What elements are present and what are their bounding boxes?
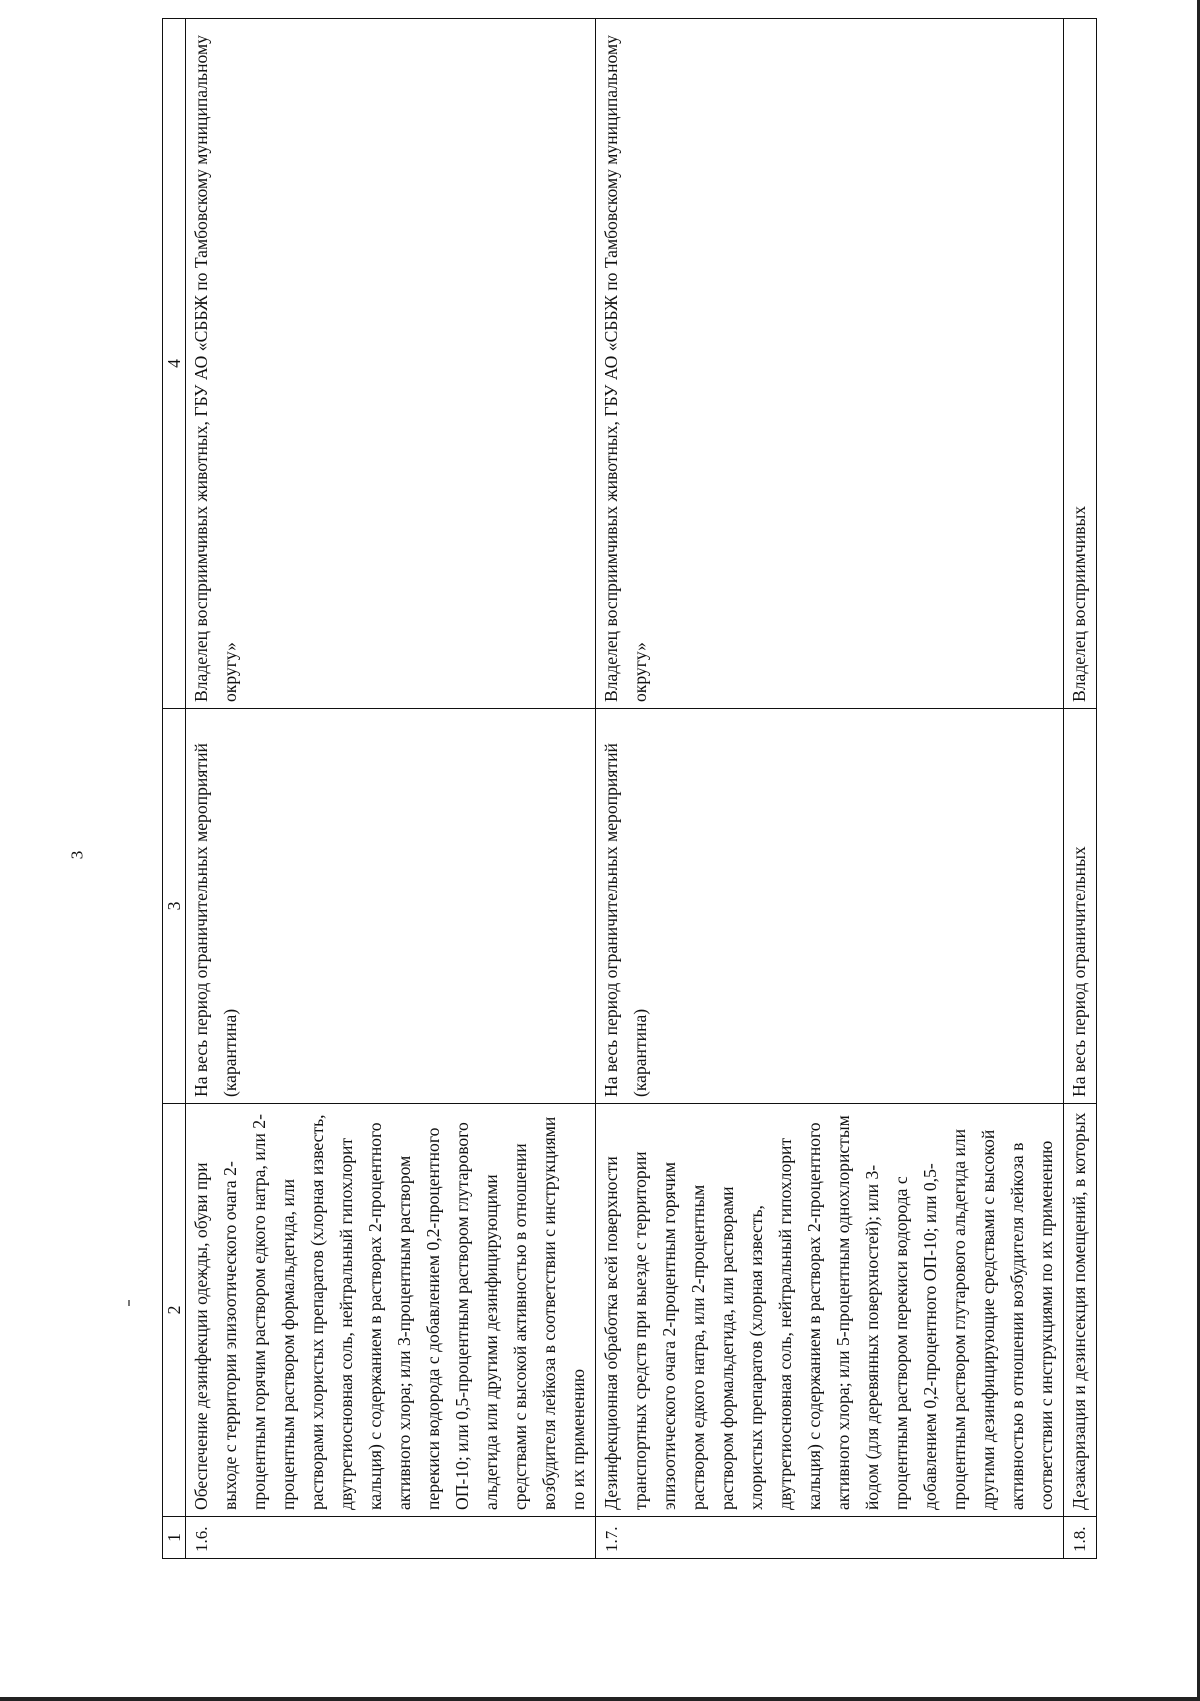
measure-cell: Дезинфекционная обработка всей поверхности транспортных средств при выезде с территории эпизоотического очага 2-процентным горячим раствором едкого натра, или 2-процентным раствором формальдегида, или растворами хлористых препаратов (хлорная известь, двутретиосновная соль, нейтральный гипохлорит кальция) с содержанием в растворах 2-процентного активного хлора; или 5-процентным однохлористым йодом (для деревянных поверхностей); или 3-процентным раствором перекиси водорода с добавлением 0,2-процентного ОП-10; или 0,5-процентным раствором глутарового альдегида или другими дезинфицирующие средствами с высокой активностью в отношении возбудителя лейкоза в соответствии с инструкциями по их применению [596, 1104, 1064, 1517]
term-cell: На весь период ограничительных мероприятий (карантина) [596, 709, 1064, 1104]
column-header: 2 [163, 1104, 186, 1517]
measures-table-rotated [162, 19, 1089, 1559]
row-number: 1.7. [596, 1517, 1064, 1559]
measures-table [162, 18, 1097, 1559]
table-row [596, 19, 1064, 1559]
responsible-cell: Владелец восприимчивых животных, ГБУ АО «СББЖ по Тамбовскому муниципальному округу» [596, 19, 1064, 709]
scan-edge [0, 1697, 1200, 1701]
page-number: 3 [67, 850, 87, 860]
header-row [163, 19, 186, 1559]
responsible-cell: Владелец восприимчивых [1064, 19, 1097, 709]
column-header: 3 [163, 709, 186, 1104]
responsible-cell: Владелец восприимчивых животных, ГБУ АО «СББЖ по Тамбовскому муниципальному округу» [186, 19, 596, 709]
table-row [1064, 19, 1097, 1559]
term-cell: На весь период ограничительных [1064, 709, 1097, 1104]
measure-cell: Обеспечение дезинфекции одежды, обуви при выходе с территории эпизоотического очага 2-процентным горячим раствором едкого натра, или 2-процентным раствором формальдегида, или растворами хлористых препаратов (хлорная известь, двутретиосновная соль, нейтральный гипохлорит кальция) с содержанием в растворах 2-процентного активного хлора; или 3-процентным раствором перекиси водорода с добавлением 0,2-процентного ОП-10; или 0,5-процентным раствором глутарового альдегида или другими дезинфицирующими средствами с высокой активностью в отношении возбудителя лейкоза в соответствии с инструкциями по их применению [186, 1104, 596, 1517]
column-header: 4 [163, 19, 186, 709]
row-number: 1.6. [186, 1517, 596, 1559]
scan-artifact [128, 1300, 130, 1306]
term-cell: На весь период ограничительных мероприятий (карантина) [186, 709, 596, 1104]
table-row [186, 19, 596, 1559]
row-number: 1.8. [1064, 1517, 1097, 1559]
column-header: 1 [163, 1517, 186, 1559]
measure-cell: Дезакаризация и дезинсекция помещений, в которых [1064, 1104, 1097, 1517]
